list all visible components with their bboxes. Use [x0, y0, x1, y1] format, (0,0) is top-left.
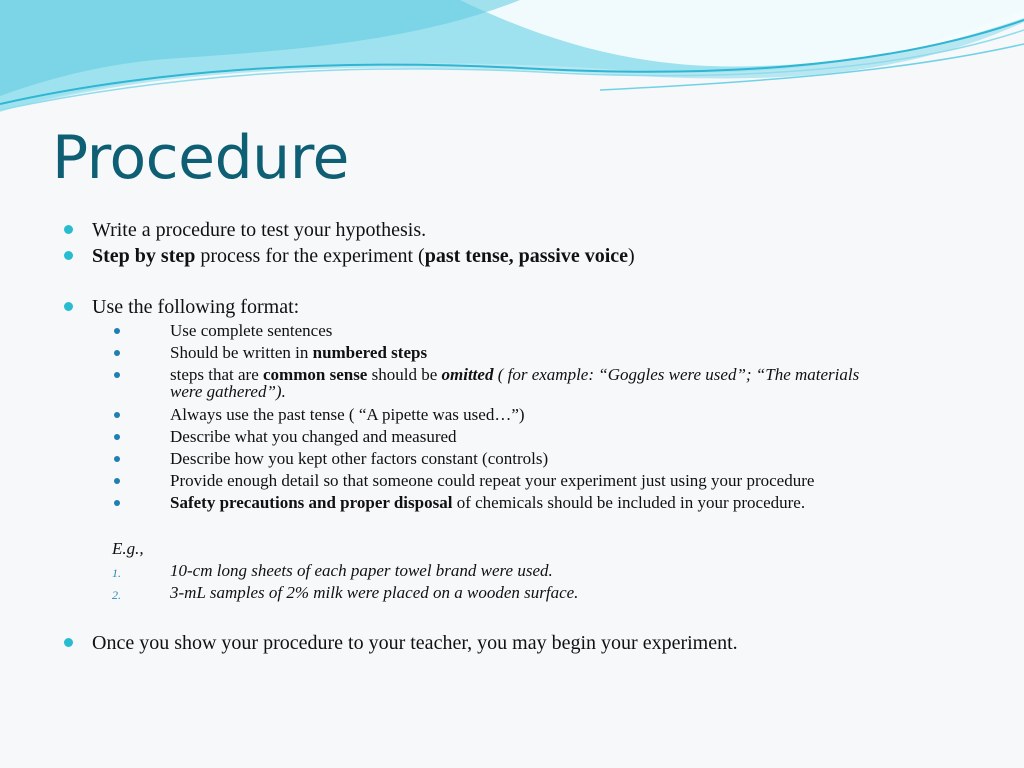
bullet-icon: [64, 251, 73, 260]
sub-bullet-text: Describe how you kept other factors constant (controls): [170, 449, 549, 468]
bullet-text: Write a procedure to test your hypothesis.: [92, 219, 427, 241]
sub-bullet-item: [170, 450, 970, 467]
sub-bullet-text-bold: numbered steps: [312, 343, 428, 362]
bullet-item: [92, 632, 738, 654]
sub-bullet-item: [170, 472, 970, 489]
sub-bullet-icon: [114, 478, 120, 484]
sub-bullet-item: [170, 366, 970, 400]
sub-bullet-text-italic: were gathered”).: [170, 382, 286, 401]
bullet-text: ): [628, 245, 635, 267]
sub-bullet-item: [170, 344, 970, 361]
bullet-item: [92, 245, 635, 267]
sub-bullet-text-bold-italic: omitted: [441, 365, 494, 384]
sub-bullet-icon: [114, 412, 120, 418]
bullet-icon: [64, 302, 73, 311]
bullet-text-bold: Step by step: [92, 245, 196, 267]
sub-bullet-icon: [114, 328, 120, 334]
example-number: 2.: [112, 588, 121, 602]
example-label: E.g.,: [112, 539, 144, 558]
bullet-icon: [64, 638, 73, 647]
sub-bullet-text-bold: common sense: [263, 365, 368, 384]
example-text: 10-cm long sheets of each paper towel brand were used.: [170, 561, 553, 580]
example-number: 1.: [112, 566, 121, 580]
sub-bullet-text: steps that are: [170, 365, 263, 384]
bullet-text-bold: past tense, passive voice: [424, 245, 629, 267]
bullet-text: process for the experiment (: [195, 245, 425, 267]
sub-bullet-text: Provide enough detail so that someone could repeat your experiment just using your procedure: [170, 471, 815, 490]
sub-bullet-text: Should be written in: [170, 343, 313, 362]
sub-bullet-icon: [114, 500, 120, 506]
sub-bullet-item: [170, 494, 970, 511]
example-text: 3-mL samples of 2% milk were placed on a wooden surface.: [170, 583, 579, 602]
bullet-item: [92, 296, 299, 318]
bullet-item: [92, 219, 426, 241]
sub-bullet-text: Describe what you changed and measured: [170, 427, 457, 446]
sub-bullet-text: Use complete sentences: [170, 321, 333, 340]
slide-title: Procedure: [52, 123, 349, 193]
bullet-text: Once you show your procedure to your teacher, you may begin your experiment.: [92, 632, 738, 654]
sub-bullet-item: [170, 428, 970, 445]
sub-bullet-icon: [114, 372, 120, 378]
bullet-text: Use the following format:: [92, 296, 300, 318]
sub-bullet-item: [170, 406, 970, 423]
sub-bullet-text: should be: [367, 365, 442, 384]
sub-bullet-text: Always use the past tense ( “A pipette was used…”): [170, 405, 525, 424]
sub-bullet-text-italic: ( for example: “Goggles were used”; “The materials: [493, 365, 860, 384]
sub-bullet-item: [170, 322, 970, 339]
bullet-icon: [64, 225, 73, 234]
sub-bullet-text: of chemicals should be included in your procedure.: [452, 493, 806, 512]
sub-bullet-icon: [114, 434, 120, 440]
sub-bullet-icon: [114, 456, 120, 462]
sub-bullet-text-bold: Safety precautions and proper disposal: [170, 493, 453, 512]
sub-bullet-icon: [114, 350, 120, 356]
